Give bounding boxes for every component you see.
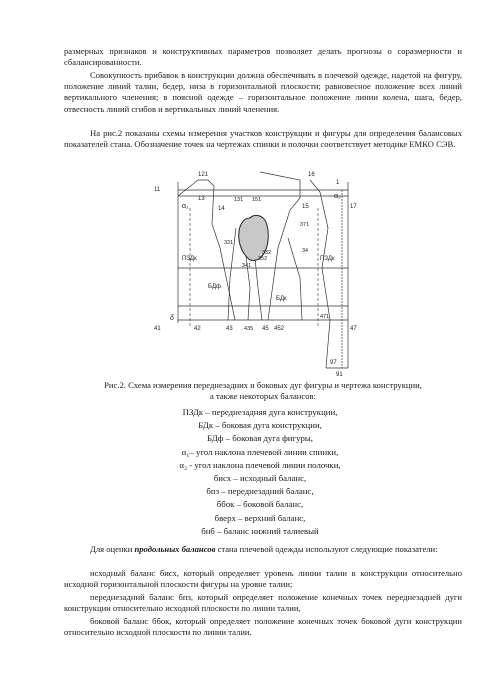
label-352: 352 xyxy=(258,256,268,262)
legend-item: бпз – переднезадний баланс, xyxy=(206,486,314,497)
label-91: 91 xyxy=(336,372,343,378)
paragraph-5: исходный баланс бисх, который определяет уровень линии талии в конструкции относительно исходной горизонтальной плоскости фигуры на уровне талии; xyxy=(64,568,462,590)
label-42: 42 xyxy=(194,326,201,332)
legend-item: α₂ - угол наклона плечевой линии полочки, xyxy=(179,459,341,470)
legend-item: бверх – верхний баланс, xyxy=(214,512,306,523)
paragraph-7: боковой баланс ббок, который определяет положение конечных точек боковой дуги конструкции относительно исходной плоскости по линии талии. xyxy=(64,616,462,638)
label-331: 331 xyxy=(224,240,234,246)
label-435: 435 xyxy=(244,326,254,332)
legend-item: ПЗДк – переднезадняя дуга конструкции, xyxy=(182,407,338,417)
legend-item: БДк – боковая дуга конструкции, xyxy=(198,420,322,431)
legend-item: α₁– угол наклона плечевой линии спинки, xyxy=(181,446,339,457)
label-pzd-left: ПЗДк xyxy=(182,256,197,262)
label-47: 47 xyxy=(350,326,357,332)
label-15: 15 xyxy=(302,204,309,210)
p4-bold: продольных балансов xyxy=(134,544,216,554)
label-341: 341 xyxy=(242,263,252,269)
label-pzd-right: ПЗДк xyxy=(320,256,335,262)
paragraph-4 xyxy=(64,544,462,555)
label-151: 151 xyxy=(252,197,262,203)
legend-item: бнб – баланс нижний талиевый xyxy=(201,525,319,536)
label-bdf: БДф xyxy=(208,284,221,290)
label-332: 332 xyxy=(262,250,272,256)
label-43: 43 xyxy=(226,326,233,332)
paragraph-6: переднезадний баланс бпз, который определяет положение конечных точек переднезадней дуги конструкции относительно исходной плоскости по линии талии, xyxy=(64,592,462,614)
label-371: 371 xyxy=(300,222,310,228)
paragraph-1: размерных признаков и конструктивных параметров позволяет делать прогнозы о соразмерности и сбалансированности. xyxy=(64,46,462,68)
caption-line-1: Рис.2. Схема измерения переднезадних и боковых дуг фигуры и чертежа конструкции, xyxy=(104,380,422,390)
legend-list xyxy=(100,406,420,538)
legend-item: ббок – боковой баланс, xyxy=(216,499,304,510)
label-131: 131 xyxy=(234,197,244,203)
label-delta: δ xyxy=(170,315,174,322)
label-41: 41 xyxy=(154,326,161,332)
p4-pre: Для оценки xyxy=(90,544,135,554)
legend-item: БДф – боковая дуга фигуры, xyxy=(206,433,313,444)
label-11: 11 xyxy=(154,187,161,193)
construction-diagram xyxy=(150,168,360,378)
caption-line-2: а также некоторых балансов: xyxy=(210,391,316,401)
label-471: 471 xyxy=(320,314,330,320)
label-alpha1: α₁ xyxy=(182,203,189,210)
label-13: 13 xyxy=(198,196,205,202)
label-16: 16 xyxy=(308,172,315,178)
label-45: 45 xyxy=(262,326,269,332)
label-bdk: БДк xyxy=(276,296,287,302)
label-121: 121 xyxy=(198,172,209,178)
figure-caption xyxy=(64,380,462,402)
legend-item: бисх – исходный баланс, xyxy=(213,473,307,484)
label-alpha2: α₂ xyxy=(334,193,341,200)
label-14: 14 xyxy=(218,206,225,212)
label-452: 452 xyxy=(274,326,285,332)
paragraph-2: Совокупность прибавок в конструкции должна обеспечивать в плечевой одежде, надетой на фигуру, положение линий талии, бедер, низа в горизонтальной плоскости; равновесное положение всех линий вертикального членения; в поясной одежде – горизонтальное положение линии колена, шага, бедер, отвесность линий сгибов и вертикальных линий членения. xyxy=(64,70,462,114)
label-34: 34 xyxy=(302,248,309,254)
paragraph-3: На рис.2 показаны схемы измерения участков конструкции и фигуры для определения балансовых показателей стана. Обозначение точек на чертежах спинки и полочки соответствует методике ЕМКО СЭВ. xyxy=(64,128,462,150)
label-17: 17 xyxy=(350,204,357,210)
label-97: 97 xyxy=(330,360,337,366)
p4-post: стана плечевой одежды используют следующие показатели: xyxy=(215,544,438,554)
label-1: 1 xyxy=(336,180,340,186)
